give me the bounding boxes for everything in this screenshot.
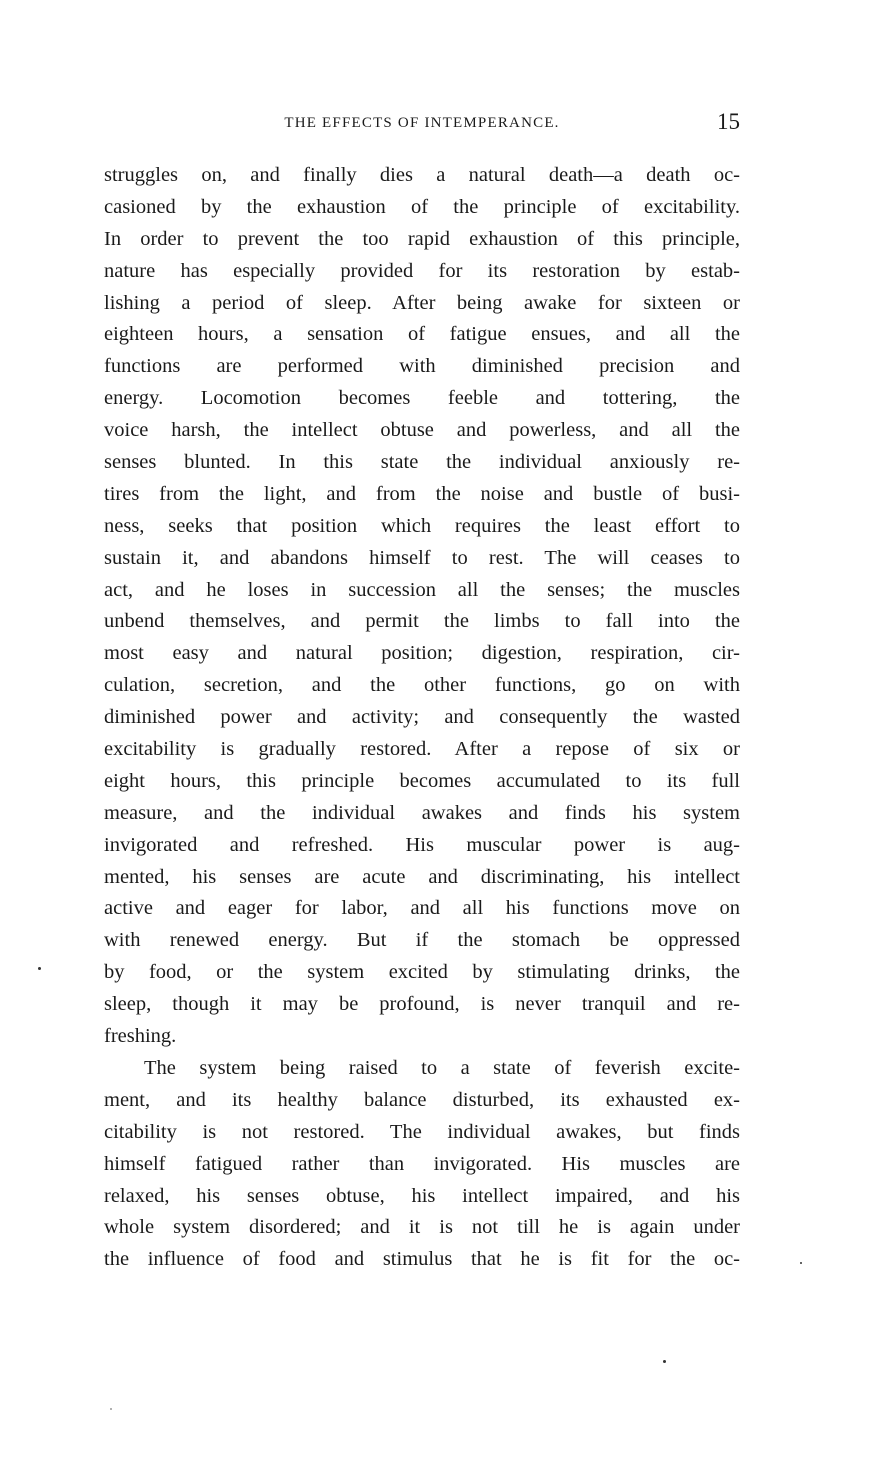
scan-speck — [800, 1262, 802, 1264]
text-line: act, and he loses in succession all the senses; the muscles — [104, 578, 740, 601]
text-line: lishing a period of sleep. After being awake for sixteen or — [104, 291, 740, 314]
text-line: voice harsh, the intellect obtuse and powerless, and all the — [104, 419, 740, 442]
scan-speck — [110, 1408, 112, 1410]
body-text — [104, 160, 740, 1276]
text-line: whole system disordered; and it is not till he is again under — [104, 1216, 740, 1239]
text-line: nature has especially provided for its restoration by estab- — [104, 259, 740, 282]
running-title: THE EFFECTS OF INTEMPERANCE. — [284, 115, 560, 131]
text-line: excitability is gradually restored. After a repose of six or — [104, 738, 740, 761]
running-head — [104, 109, 740, 142]
text-line: freshing. — [104, 1025, 177, 1048]
text-line: the influence of food and stimulus that he is fit for the oc- — [104, 1248, 740, 1271]
text-line: sustain it, and abandons himself to rest. The will ceases to — [104, 546, 740, 569]
text-line: by food, or the system excited by stimulating drinks, the — [104, 961, 740, 984]
text-line: most easy and natural position; digestion, respiration, cir- — [104, 642, 740, 665]
scan-speck — [663, 1360, 666, 1363]
page-number: 15 — [717, 109, 740, 134]
text-line: casioned by the exhaustion of the principle of excitability. — [104, 195, 740, 218]
text-line: tires from the light, and from the noise and bustle of busi- — [104, 482, 740, 505]
text-line: with renewed energy. But if the stomach be oppressed — [104, 929, 740, 952]
text-line: invigorated and refreshed. His muscular power is aug- — [104, 833, 740, 856]
text-line: diminished power and activity; and consequently the wasted — [104, 706, 740, 729]
scan-speck — [38, 967, 41, 970]
text-line: relaxed, his senses obtuse, his intellect impaired, and his — [104, 1184, 740, 1207]
text-line: mented, his senses are acute and discriminating, his intellect — [104, 865, 740, 888]
text-line: ness, seeks that position which requires the least effort to — [104, 514, 740, 537]
text-line: eighteen hours, a sensation of fatigue ensues, and all the — [104, 323, 740, 346]
text-line: functions are performed with diminished precision and — [104, 355, 740, 378]
text-line: eight hours, this principle becomes accumulated to its full — [104, 769, 740, 792]
text-line: senses blunted. In this state the individual anxiously re- — [104, 451, 740, 474]
text-line: In order to prevent the too rapid exhaustion of this principle, — [104, 227, 740, 250]
text-line: energy. Locomotion becomes feeble and tottering, the — [104, 387, 740, 410]
text-line: himself fatigued rather than invigorated. His muscles are — [104, 1152, 740, 1175]
text-line: citability is not restored. The individual awakes, but finds — [104, 1120, 740, 1143]
text-line: The system being raised to a state of feverish excite- — [144, 1056, 740, 1079]
text-line: measure, and the individual awakes and finds his system — [104, 801, 740, 824]
text-line: active and eager for labor, and all his functions move on — [104, 897, 740, 920]
text-line: unbend themselves, and permit the limbs to fall into the — [104, 610, 740, 633]
text-line: struggles on, and finally dies a natural death—a death oc- — [104, 164, 740, 186]
text-line: ment, and its healthy balance disturbed, its exhausted ex- — [104, 1088, 740, 1111]
text-line: culation, secretion, and the other functions, go on with — [104, 674, 740, 697]
text-line: sleep, though it may be profound, is never tranquil and re- — [104, 993, 740, 1016]
